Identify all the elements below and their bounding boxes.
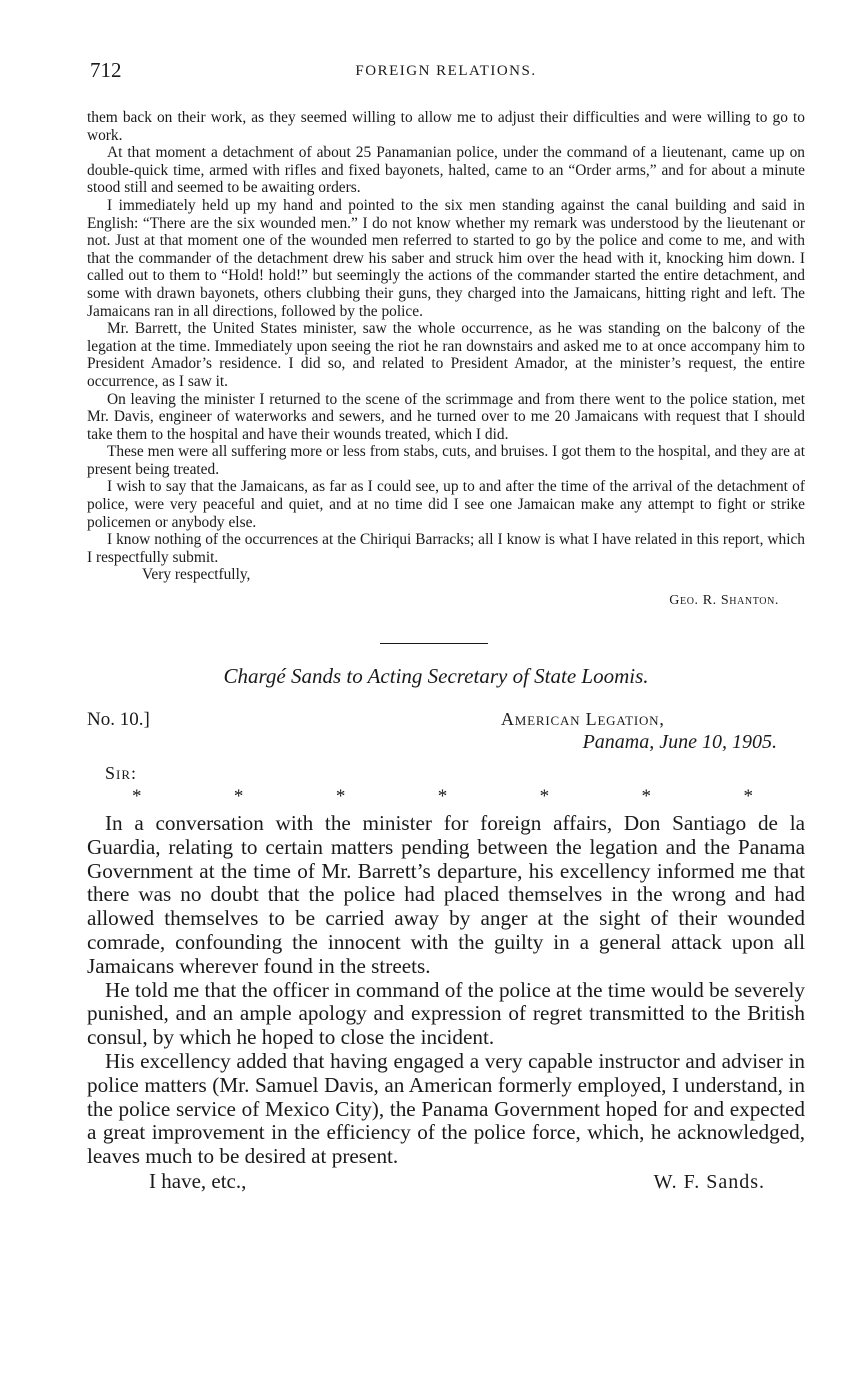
dispatch-number: No. 10.] xyxy=(87,709,150,731)
report-closing: Very respectfully, xyxy=(142,566,251,584)
page-header xyxy=(87,58,805,88)
dispatch-paragraph: He told me that the officer in command of the police at the time would be severely punished, and an ample apology and expression of regret transmitted to the British consul, by which he hoped to close the incident. xyxy=(87,977,805,1050)
dispatch-closing: I have, etc., xyxy=(149,1168,247,1193)
dispatch-title: Chargé Sands to Acting Secretary of State Loomis. xyxy=(223,664,649,689)
report-paragraph: On leaving the minister I returned to the scene of the scrimmage and from there went to the police station, met Mr. Davis, engineer of waterworks and sewers, and he turned over to me 20 Jamaicans with request that I should take them to the hospital and have their wounds treated, which I did. xyxy=(87,390,805,443)
asterisk: * xyxy=(132,786,142,808)
report-paragraph: At that moment a detachment of about 25 Panamanian police, under the command of a lieutenant, came up on double-quick time, armed with rifles and fixed bayonets, halted, came to an “Order arms,” and for about a minute stood still and seemed to be awaiting orders. xyxy=(87,144,805,197)
omission-asterisks xyxy=(87,786,805,810)
document-page xyxy=(87,58,805,1195)
report-paragraph: Mr. Barrett, the United States minister, saw the whole occurrence, as he was standing on the balcony of the legation at the time. Immediately upon seeing the riot he ran downstairs and asked me to at once accompany him to President Amador’s residence. I did so, and related to President Amador, at the minister’s request, the entire occurrence, as I saw it. xyxy=(87,320,805,390)
asterisk: * xyxy=(233,786,244,808)
asterisk: * xyxy=(743,786,753,808)
report-body xyxy=(87,109,805,566)
report-paragraph: I wish to say that the Jamaicans, as far as I could see, up to and after the time of the arrival of the detachment of police, were very peaceful and quiet, and at no time did I see one Jamaican make any attempt to fight or strike policemen or anybody else. xyxy=(87,478,805,531)
salutation: Sir: xyxy=(105,763,138,784)
dispatch-body xyxy=(87,812,805,1169)
report-paragraph: them back on their work, as they seemed willing to allow me to adjust their difficulties and were willing to go to work. xyxy=(87,109,805,144)
report-paragraph: I know nothing of the occurrences at the Chiriqui Barracks; all I know is what I have related in this report, which I respectfully submit. xyxy=(87,531,805,566)
asterisk: * xyxy=(641,786,652,808)
dispatch-closing-line xyxy=(87,1169,805,1195)
report-paragraph: I immediately held up my hand and pointed to the six men standing against the canal building and said in English: “There are the six wounded men.” I do not know whether my remark was understood by the lieutenant or not. Just at that moment one of the wounded men referred to started to go by the police and come to me, and with that the commander of the detachment drew his saber and struck him over the head with it, knocking him down. I called out to them to “Hold! hold!” but seemingly the actions of the commander started the entire detachment, and some with drawn bayonets, others clubbing their guns, they charged into the Jamaicans, hitting right and left. The Jamaicans ran in all directions, followed by the police. xyxy=(87,196,805,320)
asterisk: * xyxy=(539,786,550,808)
section-divider xyxy=(380,643,488,644)
asterisk: * xyxy=(335,786,346,808)
page-number: 712 xyxy=(90,58,122,82)
running-head: FOREIGN RELATIONS. xyxy=(355,63,537,79)
place-and-date: Panama, June 10, 1905. xyxy=(582,731,777,754)
report-paragraph: These men were all suffering more or less from stabs, cuts, and bruises. I got them to the hospital, and they are at present being treated. xyxy=(87,443,805,478)
dispatch-paragraph: In a conversation with the minister for foreign affairs, Don Santiago de la Guardia, relating to certain matters pending between the legation and the Panama Government at the time of Mr. Barrett’s departure, his excellency informed me that there was no doubt that the police had placed themselves in the wrong and had allowed themselves to be carried away by anger at the sight of their wounded comrade, confounding the innocent with the guilty in a general attack upon all Jamaicans wherever found in the streets. xyxy=(87,811,805,978)
asterisk: * xyxy=(437,786,448,808)
dispatch-signature: W. F. Sands. xyxy=(653,1170,765,1193)
dispatch-dateline xyxy=(87,705,805,757)
report-signature: Geo. R. Shanton. xyxy=(669,593,779,609)
legation-name: American Legation, xyxy=(501,709,665,730)
dispatch-paragraph: His excellency added that having engaged a very capable instructor and adviser in police matters (Mr. Samuel Davis, an American formerly employed, I understand, in the police service of Mexico City), the Panama Government hoped for and expected a great improvement in the efficiency of the police force, which, he acknowledged, leaves much to be desired at present. xyxy=(87,1049,805,1169)
